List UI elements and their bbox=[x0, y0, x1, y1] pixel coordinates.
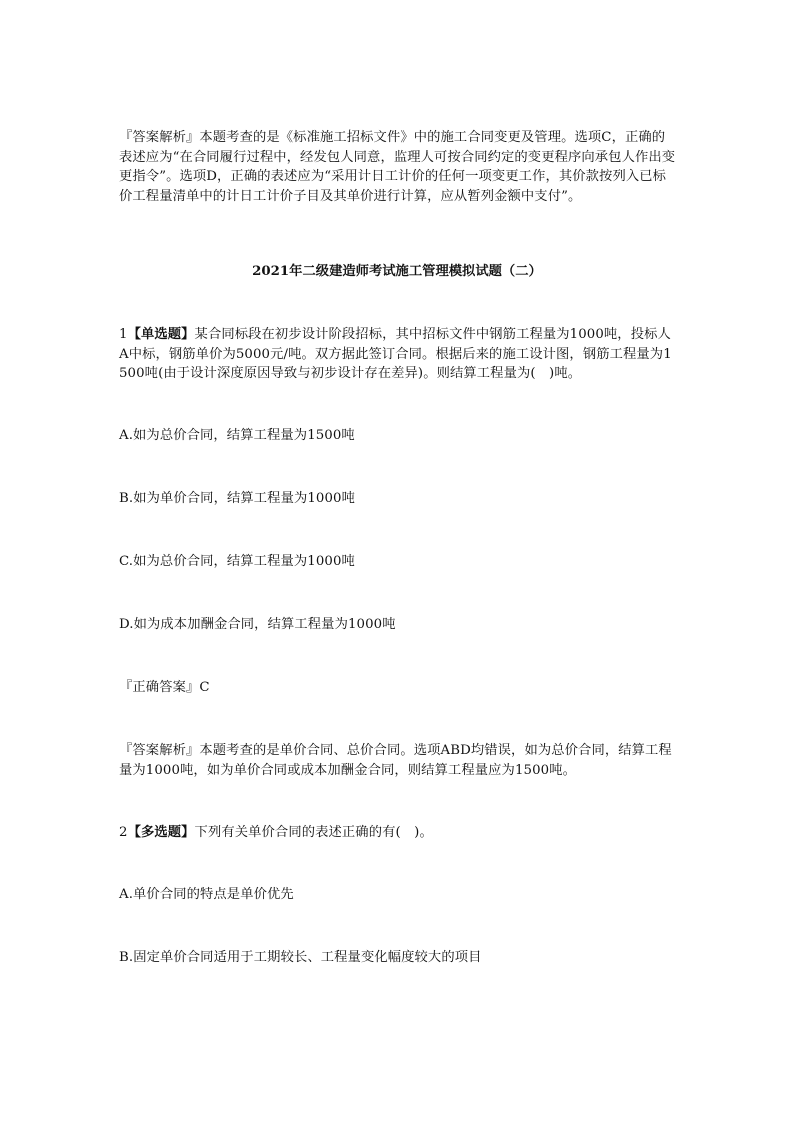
question-number: 1 bbox=[119, 327, 128, 342]
question-1-option-b: B.如为单价合同，结算工程量为1000吨 bbox=[119, 491, 355, 506]
question-1-option-a: A.如为总价合同，结算工程量为1500吨 bbox=[119, 428, 355, 443]
question-text: 下列有关单价合同的表述正确的有( )。 bbox=[194, 825, 433, 840]
intro-analysis-paragraph bbox=[119, 128, 677, 206]
analysis-text: 本题考查的是单价合同、总价合同。选项ABD均错误，如为总价合同，结算工程量为1000吨，如为单价合同或成本加酬金合同，则结算工程量应为1500吨。 bbox=[119, 743, 672, 778]
question-1-option-c: C.如为总价合同，结算工程量为1000吨 bbox=[119, 554, 355, 569]
question-2-option-a: A.单价合同的特点是单价优先 bbox=[119, 887, 294, 902]
analysis-label: 『答案解析』 bbox=[119, 130, 200, 145]
question-2-option-b: B.固定单价合同适用于工期较长、工程量变化幅度较大的项目 bbox=[119, 950, 482, 965]
document-title: 2021年二级建造师考试施工管理模拟试题（二） bbox=[252, 264, 542, 279]
question-1-option-d: D.如为成本加酬金合同，结算工程量为1000吨 bbox=[119, 617, 396, 632]
question-2-stem bbox=[119, 823, 677, 843]
question-1-analysis bbox=[119, 741, 677, 780]
analysis-text: 本题考查的是《标准施工招标文件》中的施工合同变更及管理。选项C，正确的表述应为“在合同履行过程中，经发包人同意，监理人可按合同约定的变更程序向承包人作出变更指令”。选项D，正确的表述应为“采用计日工计价的任何一项变更工作，其价款按列入已标价工程量清单中的计日工计价子目及其单价进行计算，应从暂列金额中支付”。 bbox=[119, 130, 676, 204]
question-1-answer bbox=[119, 678, 677, 698]
question-text: 某合同标段在初步设计阶段招标，其中招标文件中钢筋工程量为1000吨，投标人A中标，钢筋单价为5000元/吨。双方据此签订合同。根据后来的施工设计图，钢筋工程量为1500吨(由于设计深度原因导致与初步设计存在差异)。则结算工程量为( )吨。 bbox=[119, 327, 672, 381]
answer-value: C bbox=[199, 680, 210, 695]
question-number: 2 bbox=[119, 825, 128, 840]
answer-label: 『正确答案』 bbox=[119, 680, 200, 695]
question-1-stem bbox=[119, 325, 677, 384]
analysis-label: 『答案解析』 bbox=[119, 743, 200, 758]
question-type-badge: 【单选题】 bbox=[127, 327, 195, 342]
question-type-badge: 【多选题】 bbox=[127, 825, 195, 840]
